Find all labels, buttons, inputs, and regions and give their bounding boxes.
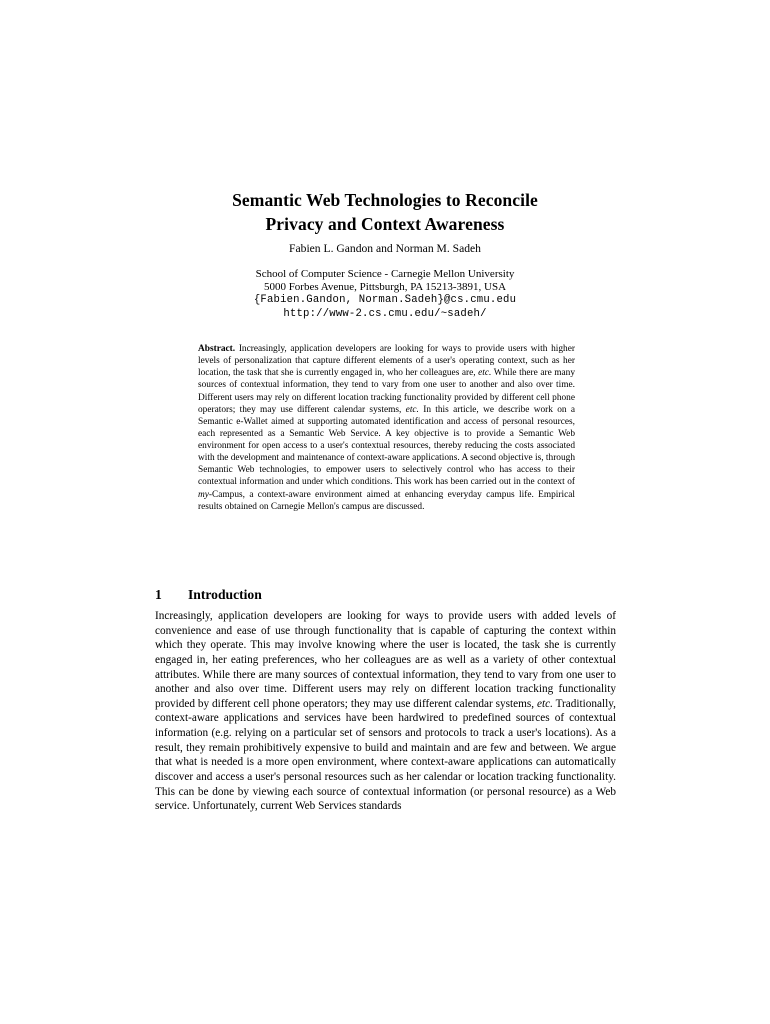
title-line-1: Semantic Web Technologies to Reconcile [232, 189, 538, 210]
intro-text-part-1: Increasingly, application developers are looking for ways to provide users with added levels of convenience and ease of use through functionality that is capable of capturing the context within which they operate. This may involve knowing where the user is located, the task she is currently engaged in, her eating preferences, who her colleagues are as well as a variety of other contextual attributes. While there are many sources of contextual information, they tend to vary from one user to another and also over time. Different users may rely on different location tracking functionality provided by different cell phone operators; they may use different calendar systems, [155, 610, 616, 710]
author-list: Fabien L. Gandon and Norman M. Sadeh [289, 242, 481, 255]
abstract-my-italic: my [198, 489, 209, 500]
abstract-text-part-3: In this article, we describe work on a Semantic e-Wallet aimed at supporting automated identification and access of personal resources, each represented as a Semantic Web Service. A key objective is to provide a Semantic Web environment for open access to a user's contextual resources, thereby reducing the costs associated with the development and maintenance of context-aware applications. A second objective is, through Semantic Web technologies, to empower users to selectively control who has access to their contextual information and under which conditions. This work has been carried out in the context of [198, 404, 575, 488]
abstract-block [198, 343, 575, 513]
section-heading-introduction [155, 586, 615, 604]
title-line-2: Privacy and Context Awareness [265, 213, 505, 234]
affiliation-institution: School of Computer Science - Carnegie Mellon University [255, 268, 515, 280]
abstract-etc-2: etc. [405, 404, 419, 415]
affiliation-url: http://www-2.cs.cmu.edu/~sadeh/ [283, 308, 487, 320]
intro-etc-1: etc. [536, 697, 553, 710]
introduction-paragraph [155, 609, 616, 814]
intro-text-part-2: Traditionally, context-aware applications and services have been hardwired to predefined sources of contextual information (e.g. relying on a particular set of sensors and protocols to track a user's locations). As a result, they remain prohibitively expensive to build and maintain and are few and between. We argue that what is needed is a more open environment, where context-aware applications can automatically discover and access a user's personal resources such as her calendar or location tracking functionality. This can be done by viewing each source of contextual information (or personal resource) as a Web service. Unfortunately, current Web Services standards [155, 697, 616, 813]
abstract-text-part-1: Increasingly, application developers are looking for ways to provide users with higher levels of personalization that capture different elements of a user's operating context, such as her location, the task that she is currently engaged in, who her colleagues are, [198, 344, 575, 379]
abstract-text-part-2: While there are many sources of contextual information, they tend to vary from one user to another and also over time. Different users may rely on different location tracking functionality provided by different cell phone operators; they may use different calendar systems, [198, 368, 576, 415]
abstract-etc-1: etc. [478, 368, 492, 379]
page-title [155, 188, 615, 236]
section-title: Introduction [188, 587, 262, 602]
paper-title-block [155, 176, 615, 247]
abstract-text-part-4: -Campus, a context-aware environment aimed at enhancing everyday campus life. Empirical results obtained on Carnegie Mellon's campus are discussed. [198, 489, 575, 512]
affiliation-email: {Fabien.Gandon, Norman.Sadeh}@cs.cmu.edu [253, 294, 517, 307]
section-number: 1 [155, 587, 162, 602]
affiliation-block [155, 268, 615, 322]
abstract-label: Abstract. [198, 344, 236, 354]
affiliation-address: 5000 Forbes Avenue, Pittsburgh, PA 15213-3891, USA [263, 281, 507, 294]
